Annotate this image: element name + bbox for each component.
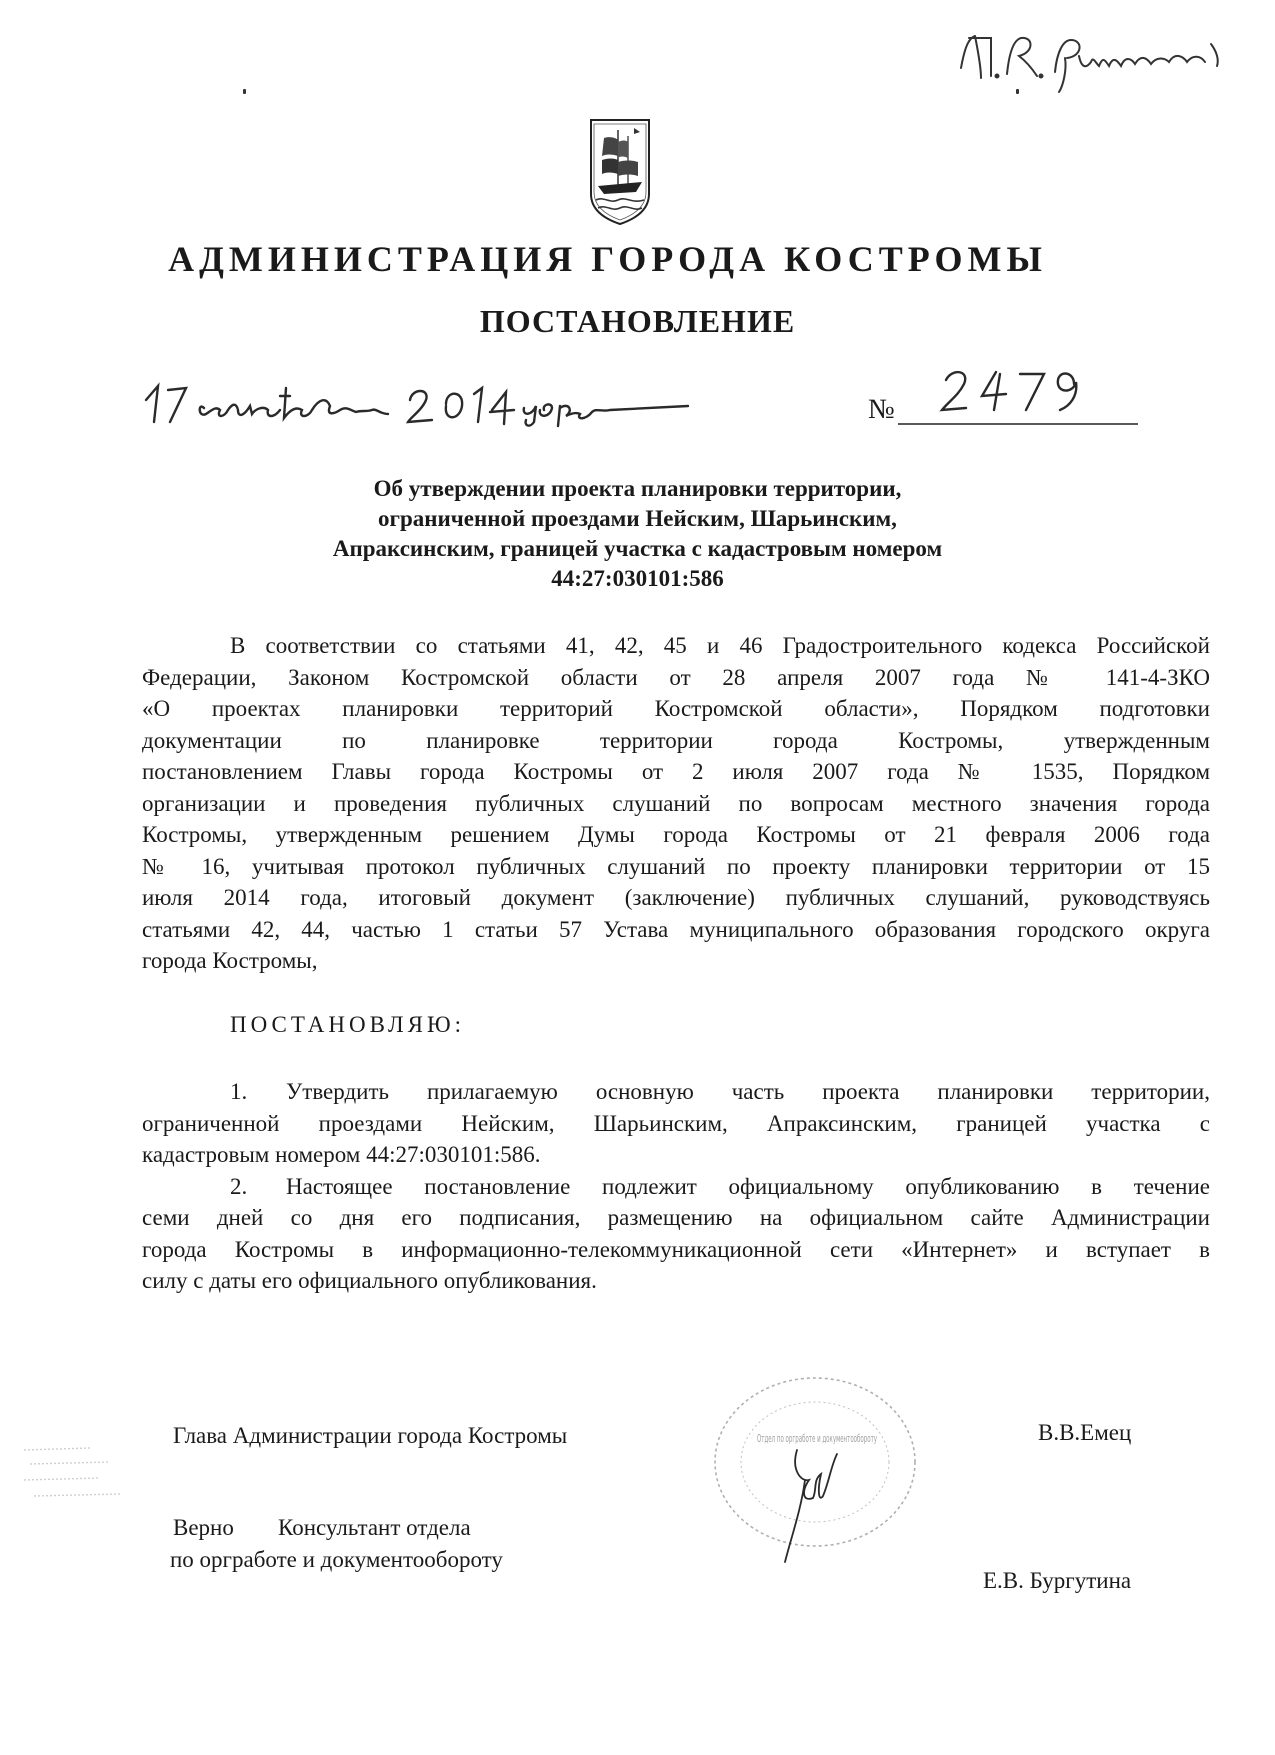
item-2-line: города Костромы в информационно-телекоммуникационной сети «Интернет» и вступает в [142,1236,1210,1262]
decree-word: ПОСТАНОВЛЯЮ: [230,1012,466,1037]
preamble-line: статьями 42, 44, частью 1 статьи 57 Устава муниципального образования городского округа [142,916,1210,942]
item-1-line: ограниченной проездами Нейским, Шарьинским, Апраксинским, границей участка с [142,1110,1210,1136]
subject-heading [180,474,1095,594]
preamble-line: города Костромы, [142,948,318,973]
coat-of-arms-icon [588,116,652,226]
item-1-line: 1. Утвердить прилагаемую основную часть проекта планировки территории, [142,1076,1210,1108]
preamble-line: организации и проведения публичных слушаний по вопросам местного значения города [142,790,1210,816]
item-2-line: силу с даты его официального опубликования. [142,1268,597,1293]
item-1-line: кадастровым номером 44:27:030101:586. [142,1142,541,1167]
preamble-line: Костромы, утвержденным решением Думы города Костромы от 21 февраля 2006 года [142,822,1210,847]
punch-mark [243,89,246,94]
item-number: 1. [230,1079,248,1104]
preamble-line: В соответствии со статьями 41, 42, 45 и 46 Градостроительного кодекса Российской [230,633,1210,658]
subject-line: Апраксинским, границей участка с кадастровым номером [332,536,943,561]
stamp-text: Отдел по оргработе и документообороту [757,1432,878,1445]
consultant-title: Консультант отдела [278,1515,471,1540]
item-2-line: 2. Настоящее постановление подлежит официальному опубликованию в течение [142,1171,1210,1203]
organization-title: АДМИНИСТРАЦИЯ ГОРОДА КОСТРОМЫ [168,239,1047,279]
preamble-line: Федерации, Законом Костромской области от 28 апреля 2007 года № 141-4-ЗКО [142,664,1210,690]
consultant-name: Е.В. Бургутина [983,1568,1132,1593]
decree-items [142,1076,1210,1297]
head-title: Глава Администрации города Костромы [173,1423,568,1448]
round-stamp-icon [705,1370,925,1570]
verified-word: Верно [173,1515,234,1540]
subject-line: Об утверждении проекта планировки территории, [373,476,902,501]
handwritten-note [955,26,1255,96]
item-number: 2. [230,1173,248,1199]
preamble-line: постановлением Главы города Костромы от 2 июля 2007 года № 1535, Порядком [142,759,1210,784]
item-2-line: семи дней со дня его подписания, размещению на официальном сайте Администрации [142,1205,1210,1230]
head-name: В.В.Емец [1038,1420,1132,1445]
preamble-line: № 16, учитывая протокол публичных слушаний по проекту планировки территории от 15 [142,853,1210,879]
handwritten-date [140,370,688,430]
document-type-heading: ПОСТАНОВЛЕНИЕ [479,303,796,339]
preamble-line: «О проектах планировки территорий Костромской области», Порядком подготовки [142,696,1210,721]
preamble-paragraph [142,630,1210,977]
faded-annotation [20,1440,130,1510]
handwritten-number [898,362,1138,428]
number-label: № [868,394,895,425]
preamble-line: документации по планировке территории города Костромы, утвержденным [142,727,1210,753]
consultant-department: по оргработе и документообороту [170,1547,503,1572]
subject-line: ограниченной проездами Нейским, Шарьинским, [378,506,897,531]
preamble-line: июля 2014 года, итоговый документ (заключение) публичных слушаний, руководствуясь [142,885,1210,910]
subject-line: 44:27:030101:586 [551,566,724,591]
punch-mark [1016,89,1019,94]
